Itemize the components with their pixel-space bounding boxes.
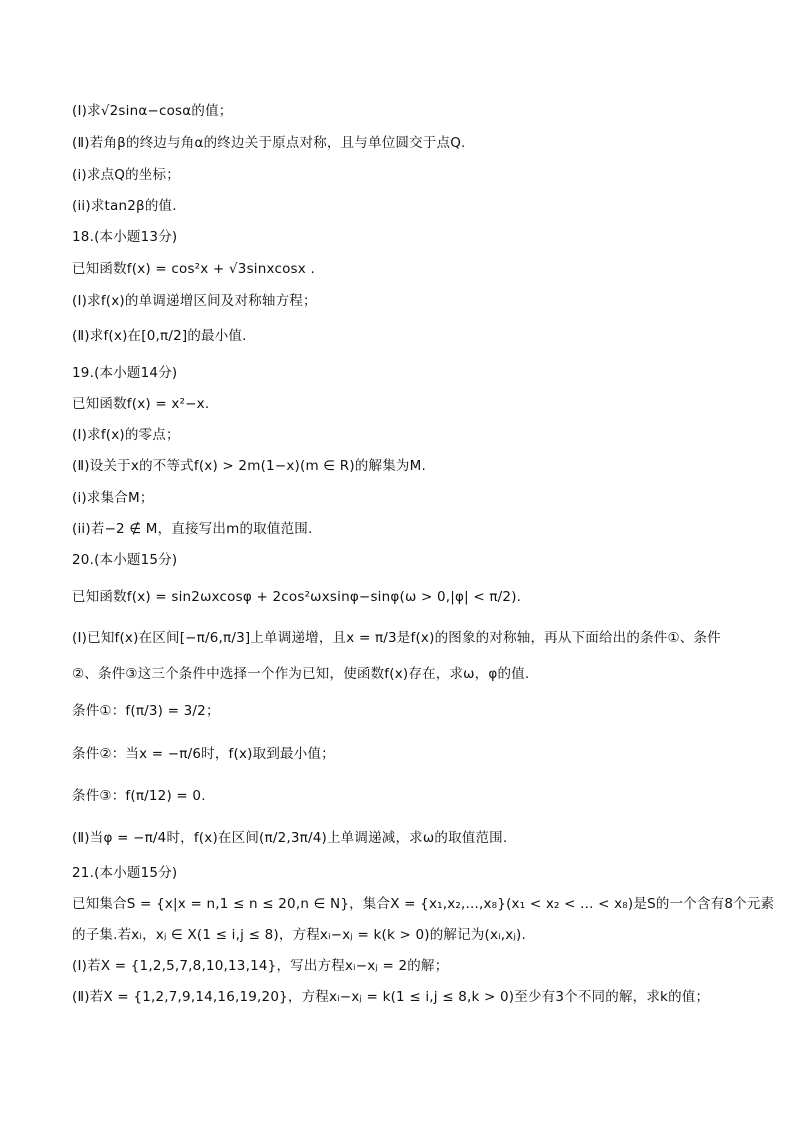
q19-heading: 19.(本小题14分) bbox=[72, 365, 178, 381]
q21-part2: (Ⅱ)若X = {1,2,7,9,14,16,19,20}，方程xᵢ−xⱼ = k(1 ≤ i,j ≤ 8,k > 0)至少有3个不同的解，求k的值； bbox=[72, 989, 710, 1005]
q19-part2-ii: (ii)若−2 ∉ M，直接写出m的取值范围. bbox=[72, 521, 313, 537]
q19-stem: 已知函数f(x) = x²−x. bbox=[72, 396, 210, 412]
q20-part1-b: ②、条件③这三个条件中选择一个作为已知，使函数f(x)存在，求ω，φ的值. bbox=[72, 666, 530, 682]
q18-part1: (Ⅰ)求f(x)的单调递增区间及对称轴方程； bbox=[72, 293, 317, 309]
q17-part2-ii: (ii)求tan2β的值. bbox=[72, 198, 177, 214]
q19-part2-i: (i)求集合M； bbox=[72, 490, 154, 506]
q17-part1: (Ⅰ)求√2sinα−cosα的值； bbox=[72, 103, 233, 119]
q17-part2: (Ⅱ)若角β的终边与角α的终边关于原点对称，且与单位圆交于点Q. bbox=[72, 135, 466, 151]
q20-condition-3: 条件③：f(π/12) = 0. bbox=[72, 788, 206, 804]
q18-stem: 已知函数f(x) = cos²x + √3sinxcosx . bbox=[72, 261, 315, 277]
q18-heading: 18.(本小题13分) bbox=[72, 229, 178, 245]
q17-part2-i: (i)求点Q的坐标； bbox=[72, 167, 180, 183]
q20-part1-a: (Ⅰ)已知f(x)在区间[−π/6,π/3]上单调递增，且x = π/3是f(x)的图象的对称轴，再从下面给出的条件①、条件 bbox=[72, 630, 721, 646]
q21-stem-a: 已知集合S = {x|x = n,1 ≤ n ≤ 20,n ∈ N}，集合X = {x₁,x₂,...,x₈}(x₁ < x₂ < ... < x₈)是S的一个含有8个元素 bbox=[72, 896, 775, 912]
q20-heading: 20.(本小题15分) bbox=[72, 552, 178, 568]
q20-condition-1: 条件①：f(π/3) = 3/2； bbox=[72, 703, 220, 719]
q19-part2: (Ⅱ)设关于x的不等式f(x) > 2m(1−x)(m ∈ R)的解集为M. bbox=[72, 458, 426, 474]
q20-condition-2: 条件②：当x = −π/6时，f(x)取到最小值； bbox=[72, 746, 335, 762]
q21-heading: 21.(本小题15分) bbox=[72, 865, 178, 881]
q19-part1: (Ⅰ)求f(x)的零点； bbox=[72, 427, 180, 443]
q20-part2: (Ⅱ)当φ = −π/4时，f(x)在区间(π/2,3π/4)上单调递减，求ω的取值范围. bbox=[72, 830, 508, 846]
q20-stem: 已知函数f(x) = sin2ωxcosφ + 2cos²ωxsinφ−sinφ(ω > 0,|φ| < π/2). bbox=[72, 589, 522, 605]
q21-part1: (Ⅰ)若X = {1,2,5,7,8,10,13,14}，写出方程xᵢ−xⱼ = 2的解； bbox=[72, 958, 449, 974]
q21-stem-b: 的子集.若xᵢ，xⱼ ∈ X(1 ≤ i,j ≤ 8)，方程xᵢ−xⱼ = k(k > 0)的解记为(xᵢ,xⱼ). bbox=[72, 927, 527, 943]
q18-part2: (Ⅱ)求f(x)在[0,π/2]的最小值. bbox=[72, 328, 247, 344]
